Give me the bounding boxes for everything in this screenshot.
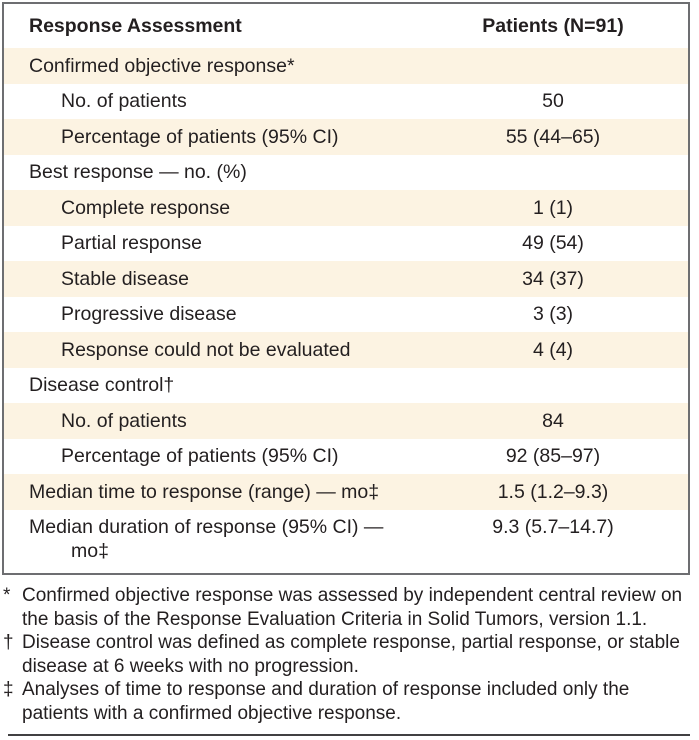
table-row	[4, 84, 688, 120]
row-value: 1 (1)	[532, 196, 574, 219]
table-row	[4, 297, 688, 333]
row-label: Percentage of patients (95% CI)	[61, 445, 339, 468]
row-value: 92 (85–97)	[505, 445, 601, 468]
row-label: Complete response	[61, 196, 231, 219]
row-value: 3 (3)	[532, 303, 574, 326]
footnote	[2, 584, 697, 631]
row-label: No. of patients	[61, 90, 187, 113]
footnotes	[2, 584, 697, 725]
row-value: 55 (44–65)	[505, 125, 601, 148]
table-row	[4, 190, 688, 226]
table-row	[4, 368, 688, 404]
row-value: 49 (54)	[522, 232, 584, 255]
footnote-symbol: ‡	[3, 679, 14, 700]
footnote	[2, 631, 697, 678]
row-label: Median time to response (range) — mo‡	[29, 480, 380, 503]
column-header-patients: Patients (N=91)	[482, 15, 624, 37]
row-value: 50	[542, 90, 564, 113]
table-row	[4, 332, 688, 368]
response-assessment-table	[2, 2, 690, 575]
row-value: 9.3 (5.7–14.7)	[492, 515, 614, 538]
footnote	[2, 678, 697, 725]
footnote-symbol: †	[3, 632, 14, 653]
table-header	[4, 4, 688, 48]
row-label: Percentage of patients (95% CI)	[61, 125, 339, 148]
row-label: Stable disease	[61, 267, 189, 290]
footnote-text: Analyses of time to response and duration of response included only the patients with a confirmed objective response.	[22, 679, 630, 724]
table-row	[4, 439, 688, 475]
row-value: 34 (37)	[522, 267, 584, 290]
table-body	[4, 48, 688, 573]
table-row	[4, 474, 688, 510]
footnote-symbol: *	[3, 585, 11, 606]
row-value: 84	[542, 409, 564, 432]
row-label: Partial response	[61, 232, 202, 255]
footnote-text: Confirmed objective response was assessed by independent central review on the basis of the Response Evaluation Criteria in Solid Tumors, version 1.1.	[22, 585, 683, 630]
table-row	[4, 261, 688, 297]
footnote-text: Disease control was defined as complete response, partial response, or stable disease at 6 weeks with no progression.	[22, 632, 680, 677]
row-label: Progressive disease	[61, 303, 237, 326]
table-row	[4, 48, 688, 84]
row-label: Disease control†	[29, 374, 175, 397]
row-label-line2: mo‡	[71, 539, 109, 562]
column-header-response-assessment: Response Assessment	[29, 15, 242, 37]
bottom-rule	[8, 734, 690, 736]
row-value: 1.5 (1.2–9.3)	[497, 480, 609, 503]
table-row	[4, 226, 688, 262]
row-label: Confirmed objective response*	[29, 54, 295, 77]
table-row	[4, 119, 688, 155]
row-label: Response could not be evaluated	[61, 338, 351, 361]
table-row	[4, 510, 688, 573]
table-row	[4, 155, 688, 191]
row-label: Best response — no. (%)	[29, 161, 247, 184]
row-label: Median duration of response (95% CI) — mo‡	[4, 515, 418, 563]
table-row	[4, 403, 688, 439]
row-value: 4 (4)	[532, 338, 574, 361]
row-label: No. of patients	[61, 409, 187, 432]
